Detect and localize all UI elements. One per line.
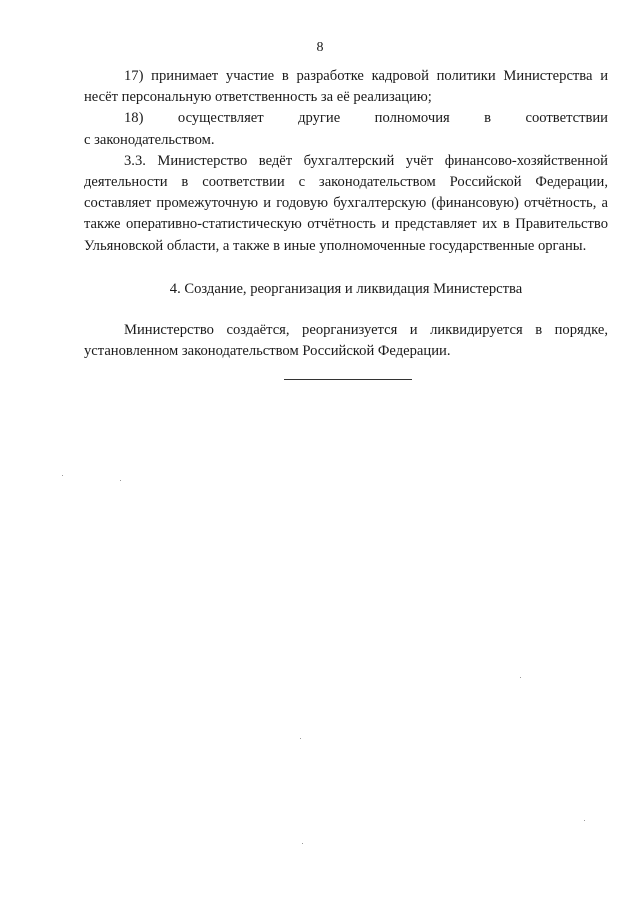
item-18-continuation: с законодательством. <box>84 131 215 148</box>
scan-speck <box>520 677 521 678</box>
item-18-word: осуществляет <box>177 110 264 127</box>
paragraph-item-18 <box>84 108 608 129</box>
item-18-word: полномочия <box>374 110 450 127</box>
item-18-word: 18) <box>124 110 144 127</box>
page-number: 8 <box>316 40 324 55</box>
paragraph-item-17: 17) принимает участие в разработке кадровой политики Министерства и несёт персональную ответственность за её реализацию; <box>84 68 608 106</box>
scan-speck <box>302 843 303 844</box>
scan-speck <box>300 738 301 739</box>
scan-speck <box>62 475 63 476</box>
section-4-heading: 4. Создание, реорганизация и ликвидация Министерства <box>169 280 523 297</box>
item-18-word: другие <box>298 110 341 127</box>
end-divider-line <box>284 379 412 380</box>
section-4-text: Министерство создаётся, реорганизуется и ликвидируется в порядке, установленном законодательством Российской Федерации. <box>84 322 608 360</box>
item-18-word: соответствии <box>525 110 608 127</box>
item-18-word: в <box>484 110 492 127</box>
scan-speck <box>584 820 585 821</box>
scan-speck <box>120 480 121 481</box>
document-body <box>84 66 608 362</box>
paragraph-3-3: 3.3. Министерство ведёт бухгалтерский учёт финансово-хозяйственной деятельности в соответствии с законодательством Российской Федерации, составляет промежуточную и годовую бухгалтерскую (финансовую) отчётность, а также оперативно-статистическую отчётность и представляет их в Правительство Ульяновской области, а также в иные уполномоченные государственные органы. <box>84 152 608 254</box>
